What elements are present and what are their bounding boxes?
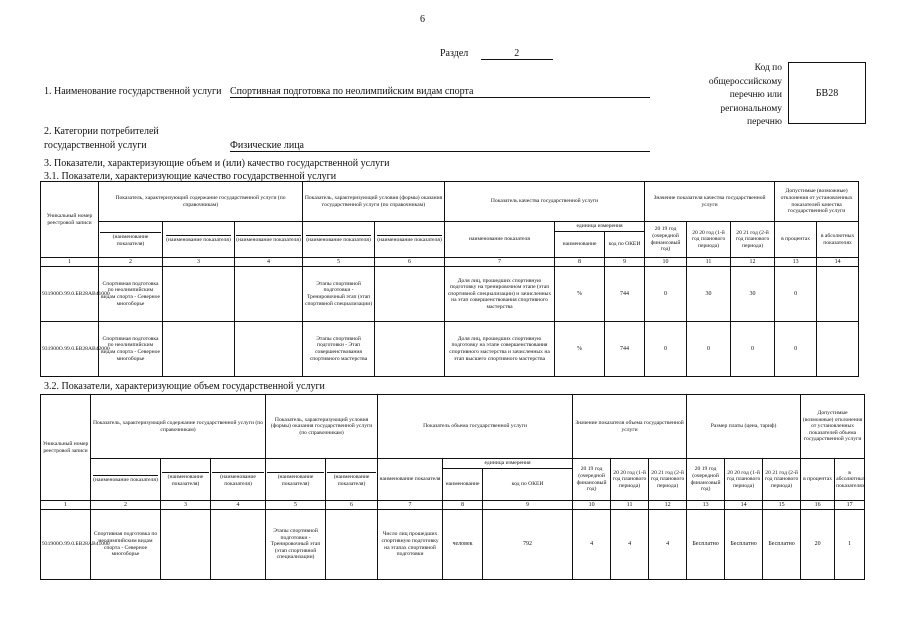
t2-colnum: 9 <box>483 501 573 510</box>
t2-header-okei: код по ОКЕИ <box>483 469 573 501</box>
t2-header-value: Значение показателя объема государственной услуги <box>573 395 687 459</box>
t2-year1-cell: 4 <box>573 510 611 580</box>
t2-volume-cell: Число лиц прошедших спортивную подготовку на этапах спортивной подготовки <box>378 510 443 580</box>
table-row <box>41 322 859 377</box>
t1-colnum: 9 <box>605 258 645 267</box>
code-label-line: Код по <box>754 63 782 73</box>
t1-header-regnum: Уникальный номер реестровой записи <box>41 182 99 258</box>
t2-conditions-cell: Этапы спортивной подготовки - Тренировочный этап (этап спортивной специализации) <box>266 510 326 580</box>
t2-colnum: 4 <box>211 501 266 510</box>
page-number: 6 <box>420 14 425 25</box>
t1-header-indicator-name: (наименование показателя) <box>303 222 375 258</box>
t1-colnum: 1 <box>41 258 99 267</box>
t2-colnum: 1 <box>41 501 91 510</box>
t2-header-year3: 20 21 год (2-й год планового периода) <box>649 459 687 501</box>
t1-year3-cell: 30 <box>731 267 775 322</box>
consumers-label-line2: государственной услуги <box>44 140 147 151</box>
t1-empty-cell <box>375 267 445 322</box>
t1-content-cell: Спортивная подготовка по неолимпийским видам спорта - Северное многоборье <box>99 267 163 322</box>
t1-regnum-cell: 931900О.99.0.БВ28АВ42000 <box>41 322 99 377</box>
consumers-value: Физические лица <box>230 140 650 152</box>
t2-fee1-cell: Бесплатно <box>687 510 725 580</box>
t1-quality-cell: Доля лиц, прошедших спортивную подготовку на тренировочном этапе (этап спортивной специализации) и зачисленных на этап совершенствования спортивного мастерства <box>445 267 555 322</box>
service-name-value: Спортивная подготовка по неолимпийским видам спорта <box>230 86 650 98</box>
t1-colnum: 14 <box>817 258 859 267</box>
t2-colnum: 14 <box>725 501 763 510</box>
section-heading <box>440 48 553 60</box>
t1-absolute-cell <box>817 267 859 322</box>
t2-header-indicator-name: (наименование показателя) <box>211 459 266 501</box>
t1-header-conditions: Показатель, характеризующий условия (формы) оказания государственной услуги (по справочникам) <box>303 182 445 222</box>
t2-header-fee: Размер платы (цена, тариф) <box>687 395 801 459</box>
t1-year3-cell: 0 <box>731 322 775 377</box>
quality-table <box>40 181 859 377</box>
t1-colnum: 2 <box>99 258 163 267</box>
t2-header-indicator-name: (наименование показателя) <box>326 459 378 501</box>
t1-header-indicator-name: (наименование показателя) <box>163 222 235 258</box>
t2-header-fee-year3: 20 21 год (2-й год планового периода) <box>763 459 801 501</box>
t2-header-indicator-name: (наименование показателя) <box>91 459 161 501</box>
t1-colnum: 8 <box>555 258 605 267</box>
t1-okei-cell: 744 <box>605 322 645 377</box>
t1-year2-cell: 30 <box>687 267 731 322</box>
t1-empty-cell <box>163 322 235 377</box>
t1-header-value: Значение показателя качества государственной услуги <box>645 182 775 222</box>
code-label-line: региональному <box>720 103 782 114</box>
t1-header-percent: в процентах <box>775 222 817 258</box>
section-number: 2 <box>481 48 553 60</box>
t1-header-absolute: в абсолютных показателях <box>817 222 859 258</box>
t1-conditions-cell: Этапы спортивной подготовки - Тренировочный этап (этап спортивной специализации) <box>303 267 375 322</box>
t2-header-year2: 20 20 год (1-й год планового периода) <box>611 459 649 501</box>
heading-3-1: 3.1. Показатели, характеризующие качество государственной услуги <box>44 171 337 182</box>
t2-colnum: 5 <box>266 501 326 510</box>
t1-header-year1: 20 19 год (очередной финансовый год) <box>645 222 687 258</box>
t1-colnum: 12 <box>731 258 775 267</box>
volume-table <box>40 394 865 580</box>
t2-empty-cell <box>326 510 378 580</box>
t2-regnum-cell: 931900О.99.0.БВ28АВ41000 <box>41 510 91 580</box>
t1-header-quality-name: наименование показателя <box>445 222 555 258</box>
t2-header-fee-year2: 20 20 год (1-й год планового периода) <box>725 459 763 501</box>
t2-empty-cell <box>161 510 211 580</box>
t2-header-year1: 20 19 год (очередной финансовый год) <box>573 459 611 501</box>
t1-colnum: 13 <box>775 258 817 267</box>
t1-unit-cell: % <box>555 267 605 322</box>
t1-percent-cell: 0 <box>775 322 817 377</box>
consumers-label-line1: 2. Категории потребителей <box>44 126 159 137</box>
t1-year1-cell: 0 <box>645 322 687 377</box>
t1-content-cell: Спортивная подготовка по неолимпийским видам спорта - Северное многоборье <box>99 322 163 377</box>
t1-header-year3: 20 21 год (2-й год планового периода) <box>731 222 775 258</box>
service-name-label: 1. Наименование государственной услуги <box>44 86 222 97</box>
t2-unit-cell: человек <box>443 510 483 580</box>
code-value-box: БВ28 <box>788 62 866 124</box>
t1-regnum-cell: 931900О.99.0.БВ28АВ41000 <box>41 267 99 322</box>
t2-colnum: 6 <box>326 501 378 510</box>
t2-empty-cell <box>211 510 266 580</box>
t2-colnum: 3 <box>161 501 211 510</box>
consumers-row <box>44 140 304 151</box>
t2-year3-cell: 4 <box>649 510 687 580</box>
t2-header-volume: Показатель объема государственной услуги <box>378 395 573 459</box>
t1-quality-cell: Доля лиц, прошедших спортивную подготовку на этапе совершенствования спортивного мастерства и зачисленных на этап высшего спортивного мастерства <box>445 322 555 377</box>
t2-colnum: 7 <box>378 501 443 510</box>
code-label-line: общероссийскому <box>708 76 782 87</box>
t1-okei-cell: 744 <box>605 267 645 322</box>
code-label-line: перечню или <box>729 90 782 100</box>
section-label: Раздел <box>440 48 469 59</box>
t1-empty-cell <box>163 267 235 322</box>
t2-colnum: 11 <box>611 501 649 510</box>
service-name-row <box>44 86 474 97</box>
heading-3: 3. Показатели, характеризующие объем и (или) качество государственной услуги <box>44 158 390 169</box>
t2-fee2-cell: Бесплатно <box>725 510 763 580</box>
t1-colnum: 10 <box>645 258 687 267</box>
table-row <box>41 510 865 580</box>
t1-colnum: 3 <box>163 258 235 267</box>
t2-header-content: Показатель, характеризующий содержание государственной услуги (по справочникам) <box>91 395 266 459</box>
t1-absolute-cell <box>817 322 859 377</box>
t1-header-deviation: Допустимые (возможные) отклонения от установленных показателей качества государственной услуги <box>775 182 859 222</box>
t2-header-fee-year1: 20 19 год (очередной финансовый год) <box>687 459 725 501</box>
t2-absolute-cell: 1 <box>835 510 865 580</box>
t2-okei-cell: 792 <box>483 510 573 580</box>
t1-year1-cell: 0 <box>645 267 687 322</box>
t1-header-quality: Показатель качества государственной услуги <box>445 182 645 222</box>
t2-header-indicator-name: (наименование показателя) <box>161 459 211 501</box>
t2-percent-cell: 20 <box>801 510 835 580</box>
t1-empty-cell <box>235 322 303 377</box>
t2-colnum: 16 <box>801 501 835 510</box>
t1-year2-cell: 0 <box>687 322 731 377</box>
t2-header-percent: в процентах <box>801 459 835 501</box>
t2-header-deviation: Допустимые (возможные) отклонения от установленных показателей объема государственной услуги <box>801 395 865 459</box>
t1-colnum: 6 <box>375 258 445 267</box>
t2-colnum: 8 <box>443 501 483 510</box>
heading-3-2: 3.2. Показатели, характеризующие объем государственной услуги <box>44 381 325 392</box>
t2-header-indicator-name: (наименование показателя) <box>266 459 326 501</box>
code-label-line: перечню <box>747 117 782 127</box>
t2-colnum: 10 <box>573 501 611 510</box>
t2-header-conditions: Показатель, характеризующий условия (формы) оказания государственной услуги (по справочникам) <box>266 395 378 459</box>
t2-year2-cell: 4 <box>611 510 649 580</box>
t2-colnum: 13 <box>687 501 725 510</box>
t1-header-content: Показатель, характеризующий содержание государственной услуги (по справочникам) <box>99 182 303 222</box>
t1-header-year2: 20 20 год (1-й год планового периода) <box>687 222 731 258</box>
t1-header-indicator-name: (наименование показателя) <box>99 222 163 258</box>
t1-header-unit-name: наименование <box>555 232 605 258</box>
t1-header-unit: единица измерения <box>555 222 645 232</box>
t1-header-indicator-name: (наименование показателя) <box>375 222 445 258</box>
t2-content-cell: Спортивная подготовка по неолимпийским видам спорта - Северное многоборье <box>91 510 161 580</box>
t1-colnum: 4 <box>235 258 303 267</box>
t1-colnum: 5 <box>303 258 375 267</box>
t2-colnum: 12 <box>649 501 687 510</box>
t2-fee3-cell: Бесплатно <box>763 510 801 580</box>
t1-unit-cell: % <box>555 322 605 377</box>
t1-percent-cell: 0 <box>775 267 817 322</box>
code-label <box>690 62 782 130</box>
t2-colnum: 15 <box>763 501 801 510</box>
t1-conditions-cell: Этапы спортивной подготовки - Этап совершенствования спортивного мастерства <box>303 322 375 377</box>
t1-colnum: 11 <box>687 258 731 267</box>
t1-header-okei: код по ОКЕИ <box>605 232 645 258</box>
t1-colnum: 7 <box>445 258 555 267</box>
t2-colnum: 17 <box>835 501 865 510</box>
t1-empty-cell <box>375 322 445 377</box>
t2-colnum: 2 <box>91 501 161 510</box>
table-row <box>41 267 859 322</box>
t2-header-absolute: в абсолютных показателях <box>835 459 865 501</box>
t1-empty-cell <box>235 267 303 322</box>
t2-header-unit-name: наименование <box>443 469 483 501</box>
t1-header-indicator-name: (наименование показателя) <box>235 222 303 258</box>
t2-header-unit: единица измерения <box>443 459 573 469</box>
t2-header-regnum: Уникальный номер реестровой записи <box>41 395 91 501</box>
t2-header-volume-name: наименование показателя <box>378 459 443 501</box>
